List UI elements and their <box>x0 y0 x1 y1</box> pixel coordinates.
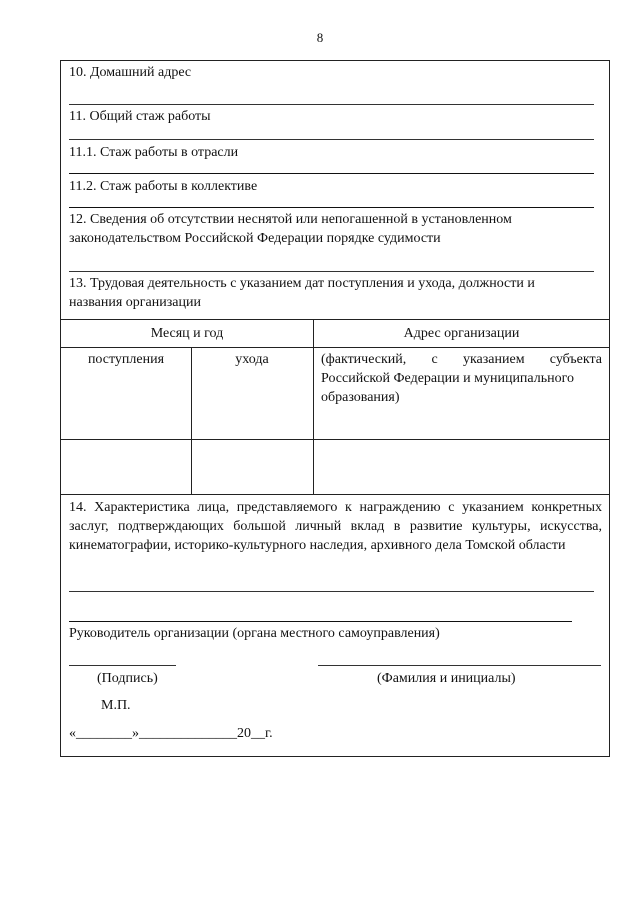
characteristic-label: 14. Характеристика лица, представляемого к награждению с указанием конкретных заслуг, подтверждающих большой личный вклад в развитие культуры, искусства, кинематографии, историко-культурного наследия, архивного дела Томской области <box>69 500 602 553</box>
award-form-frame <box>60 60 610 757</box>
work-activity-label-line2: названия организации <box>69 295 201 310</box>
end-date-cell[interactable] <box>192 440 313 494</box>
industry-experience-line[interactable] <box>69 173 594 174</box>
date-line[interactable]: «________»______________20__г. <box>69 726 273 741</box>
table-header-border <box>60 347 610 348</box>
address-header: Адрес организации <box>403 326 520 341</box>
name-line[interactable] <box>318 665 601 666</box>
head-of-organization-label: Руководитель организации (органа местного самоуправления) <box>69 626 440 641</box>
work-activity-label-line1: 13. Трудовая деятельность с указанием дат поступления и ухода, должности и <box>69 276 535 291</box>
industry-experience-label: 11.1. Стаж работы в отрасли <box>69 145 239 160</box>
table-bottom-border <box>60 494 610 495</box>
address-note-line3: образования) <box>321 390 400 405</box>
collective-experience-line[interactable] <box>69 207 594 208</box>
criminal-record-label-line2: законодательством Российской Федерации порядке судимости <box>69 231 441 246</box>
start-date-cell[interactable] <box>61 440 191 494</box>
criminal-record-line[interactable] <box>69 271 594 272</box>
name-caption: (Фамилия и инициалы) <box>377 671 516 686</box>
address-note-line2: Российской Федерации и муниципального <box>321 371 575 386</box>
signature-caption: (Подпись) <box>97 671 158 686</box>
total-experience-line[interactable] <box>69 139 594 140</box>
characteristic-line2[interactable] <box>69 621 572 622</box>
month-year-header: Месяц и год <box>150 326 224 341</box>
characteristic-line1[interactable] <box>69 591 594 592</box>
table-top-border <box>60 319 610 320</box>
home-address-line[interactable] <box>69 104 594 105</box>
address-note-line1: (фактический, с указанием субъекта <box>321 352 602 367</box>
page-number: 8 <box>316 30 324 45</box>
home-address-label: 10. Домашний адрес <box>69 65 192 80</box>
collective-experience-label: 11.2. Стаж работы в коллективе <box>69 179 258 194</box>
end-date-header: ухода <box>235 352 269 367</box>
address-cell[interactable] <box>314 440 610 494</box>
start-date-header: поступления <box>87 352 165 367</box>
signature-line[interactable] <box>69 665 176 666</box>
stamp-label: М.П. <box>101 698 131 713</box>
criminal-record-label-line1: 12. Сведения об отсутствии неснятой или непогашенной в установленном <box>69 212 512 227</box>
total-experience-label: 11. Общий стаж работы <box>69 109 211 124</box>
